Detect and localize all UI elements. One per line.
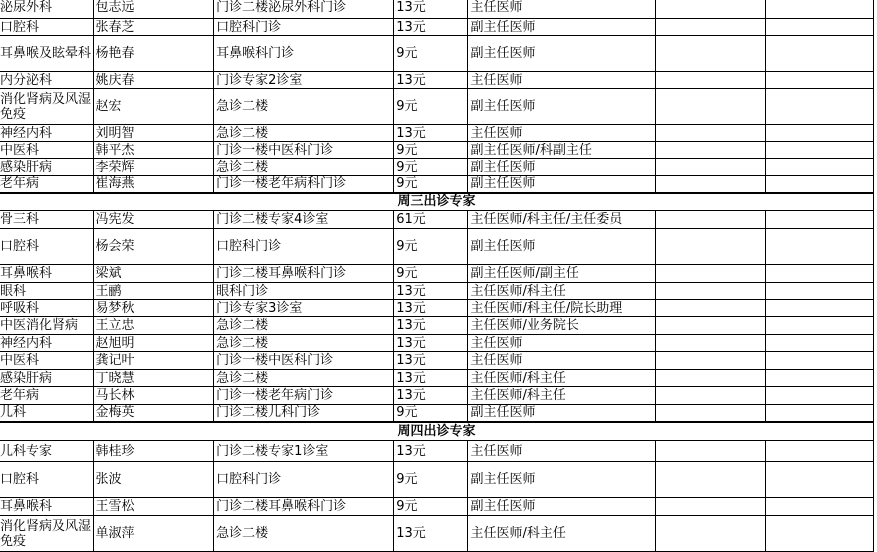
doctor-cell: 姚庆春 bbox=[93, 72, 214, 89]
dept-cell: 耳鼻喉科 bbox=[0, 498, 93, 516]
location-cell: 急诊二楼 bbox=[214, 159, 394, 176]
empty-cell bbox=[655, 0, 765, 19]
doctor-cell: 王鹂 bbox=[93, 283, 214, 300]
doctor-cell: 赵旭明 bbox=[93, 335, 214, 352]
doctor-cell: 单淑萍 bbox=[93, 516, 214, 552]
fee-cell: 13元 bbox=[394, 516, 468, 552]
doctor-cell: 包志远 bbox=[93, 0, 214, 19]
location-cell: 口腔科门诊 bbox=[214, 19, 394, 36]
location-cell: 急诊二楼 bbox=[214, 335, 394, 352]
location-cell: 急诊二楼 bbox=[214, 370, 394, 387]
table-row bbox=[0, 142, 874, 159]
section-heading: 周三出诊专家 bbox=[0, 193, 874, 211]
location-cell: 门诊一楼老年病门诊 bbox=[214, 387, 394, 405]
title-cell: 副主任医师 bbox=[468, 462, 655, 498]
table-row bbox=[0, 265, 874, 283]
empty-cell bbox=[765, 72, 873, 89]
table-row bbox=[0, 498, 874, 516]
table-row bbox=[0, 516, 874, 552]
fee-cell: 9元 bbox=[394, 229, 468, 265]
table-row bbox=[0, 387, 874, 405]
doctor-cell: 王立忠 bbox=[93, 317, 214, 335]
fee-cell: 13元 bbox=[394, 72, 468, 89]
empty-cell bbox=[765, 0, 873, 19]
empty-cell bbox=[765, 300, 873, 317]
dept-cell: 老年病 bbox=[0, 387, 93, 405]
empty-cell bbox=[655, 265, 765, 283]
table-row bbox=[0, 352, 874, 370]
fee-cell: 13元 bbox=[394, 125, 468, 142]
empty-cell bbox=[765, 441, 873, 462]
doctor-cell: 韩桂珍 bbox=[93, 441, 214, 462]
dept-cell: 口腔科 bbox=[0, 462, 93, 498]
location-cell: 门诊二楼专家1诊室 bbox=[214, 441, 394, 462]
table-row bbox=[0, 211, 874, 229]
title-cell: 主任医师 bbox=[468, 0, 655, 19]
location-cell: 门诊二楼儿科门诊 bbox=[214, 405, 394, 422]
doctor-cell: 龚记叶 bbox=[93, 352, 214, 370]
empty-cell bbox=[765, 335, 873, 352]
doctor-cell: 杨艳春 bbox=[93, 36, 214, 72]
empty-cell bbox=[765, 159, 873, 176]
empty-cell bbox=[655, 72, 765, 89]
fee-cell: 13元 bbox=[394, 283, 468, 300]
title-cell: 副主任医师 bbox=[468, 176, 655, 193]
doctor-cell: 梁斌 bbox=[93, 265, 214, 283]
title-cell: 主任医师 bbox=[468, 441, 655, 462]
fee-cell: 61元 bbox=[394, 211, 468, 229]
section-heading-row bbox=[0, 193, 874, 211]
doctor-cell: 赵宏 bbox=[93, 89, 214, 125]
fee-cell: 9元 bbox=[394, 498, 468, 516]
empty-cell bbox=[655, 300, 765, 317]
empty-cell bbox=[765, 211, 873, 229]
dept-cell: 中医科 bbox=[0, 352, 93, 370]
table-row bbox=[0, 19, 874, 36]
title-cell: 副主任医师 bbox=[468, 405, 655, 422]
empty-cell bbox=[765, 89, 873, 125]
dept-cell: 口腔科 bbox=[0, 19, 93, 36]
title-cell: 副主任医师 bbox=[468, 229, 655, 265]
title-cell: 副主任医师 bbox=[468, 159, 655, 176]
fee-cell: 13元 bbox=[394, 19, 468, 36]
table-row bbox=[0, 283, 874, 300]
location-cell: 急诊二楼 bbox=[214, 317, 394, 335]
empty-cell bbox=[655, 317, 765, 335]
fee-cell: 9元 bbox=[394, 462, 468, 498]
fee-cell: 13元 bbox=[394, 335, 468, 352]
dept-cell: 儿科 bbox=[0, 405, 93, 422]
dept-cell: 呼吸科 bbox=[0, 300, 93, 317]
location-cell: 口腔科门诊 bbox=[214, 229, 394, 265]
doctor-cell: 杨会荣 bbox=[93, 229, 214, 265]
empty-cell bbox=[655, 516, 765, 552]
empty-cell bbox=[765, 370, 873, 387]
section-heading-row bbox=[0, 422, 874, 441]
empty-cell bbox=[765, 265, 873, 283]
table-row bbox=[0, 125, 874, 142]
empty-cell bbox=[765, 229, 873, 265]
table-row bbox=[0, 36, 874, 72]
location-cell: 门诊专家2诊室 bbox=[214, 72, 394, 89]
doctor-cell: 丁晓慧 bbox=[93, 370, 214, 387]
dept-cell: 感染肝病 bbox=[0, 370, 93, 387]
table-row bbox=[0, 335, 874, 352]
location-cell: 急诊二楼 bbox=[214, 516, 394, 552]
table-row bbox=[0, 0, 874, 19]
doctor-cell: 易梦秋 bbox=[93, 300, 214, 317]
location-cell: 门诊二楼耳鼻喉科门诊 bbox=[214, 265, 394, 283]
doctor-cell: 崔海燕 bbox=[93, 176, 214, 193]
empty-cell bbox=[765, 387, 873, 405]
title-cell: 主任医师 bbox=[468, 125, 655, 142]
empty-cell bbox=[655, 125, 765, 142]
location-cell: 门诊二楼耳鼻喉科门诊 bbox=[214, 498, 394, 516]
location-cell: 门诊一楼老年病科门诊 bbox=[214, 176, 394, 193]
empty-cell bbox=[655, 498, 765, 516]
title-cell: 主任医师/科主任 bbox=[468, 370, 655, 387]
dept-cell: 耳鼻喉及眩晕科 bbox=[0, 36, 93, 72]
title-cell: 主任医师 bbox=[468, 72, 655, 89]
empty-cell bbox=[765, 462, 873, 498]
dept-cell: 消化肾病及风湿免疫 bbox=[0, 89, 93, 125]
empty-cell bbox=[765, 498, 873, 516]
fee-cell: 13元 bbox=[394, 300, 468, 317]
table-row bbox=[0, 300, 874, 317]
doctor-cell: 冯宪发 bbox=[93, 211, 214, 229]
location-cell: 耳鼻喉科门诊 bbox=[214, 36, 394, 72]
empty-cell bbox=[655, 142, 765, 159]
empty-cell bbox=[765, 19, 873, 36]
dept-cell: 口腔科 bbox=[0, 229, 93, 265]
table-row bbox=[0, 405, 874, 422]
empty-cell bbox=[765, 516, 873, 552]
dept-cell: 骨三科 bbox=[0, 211, 93, 229]
fee-cell: 9元 bbox=[394, 265, 468, 283]
table-row bbox=[0, 370, 874, 387]
title-cell: 主任医师 bbox=[468, 335, 655, 352]
fee-cell: 9元 bbox=[394, 89, 468, 125]
fee-cell: 9元 bbox=[394, 405, 468, 422]
empty-cell bbox=[655, 229, 765, 265]
dept-cell: 消化肾病及风湿免疫 bbox=[0, 516, 93, 552]
table-row bbox=[0, 176, 874, 193]
location-cell: 急诊二楼 bbox=[214, 125, 394, 142]
title-cell: 副主任医师 bbox=[468, 19, 655, 36]
location-cell: 眼科门诊 bbox=[214, 283, 394, 300]
dept-cell: 眼科 bbox=[0, 283, 93, 300]
empty-cell bbox=[655, 36, 765, 72]
fee-cell: 13元 bbox=[394, 0, 468, 19]
fee-cell: 13元 bbox=[394, 370, 468, 387]
title-cell: 主任医师/科主任 bbox=[468, 283, 655, 300]
section-heading: 周四出诊专家 bbox=[0, 422, 874, 441]
dept-cell: 内分泌科 bbox=[0, 72, 93, 89]
fee-cell: 13元 bbox=[394, 441, 468, 462]
title-cell: 主任医师/科主任/院长助理 bbox=[468, 300, 655, 317]
fee-cell: 9元 bbox=[394, 176, 468, 193]
location-cell: 口腔科门诊 bbox=[214, 462, 394, 498]
title-cell: 副主任医师 bbox=[468, 36, 655, 72]
fee-cell: 9元 bbox=[394, 159, 468, 176]
dept-cell: 中医科 bbox=[0, 142, 93, 159]
empty-cell bbox=[765, 142, 873, 159]
fee-cell: 13元 bbox=[394, 317, 468, 335]
doctor-cell: 王雪松 bbox=[93, 498, 214, 516]
empty-cell bbox=[655, 211, 765, 229]
empty-cell bbox=[765, 176, 873, 193]
empty-cell bbox=[655, 387, 765, 405]
empty-cell bbox=[765, 352, 873, 370]
empty-cell bbox=[765, 283, 873, 300]
location-cell: 门诊一楼中医科门诊 bbox=[214, 352, 394, 370]
table-row bbox=[0, 159, 874, 176]
doctor-cell: 韩平杰 bbox=[93, 142, 214, 159]
dept-cell: 感染肝病 bbox=[0, 159, 93, 176]
title-cell: 主任医师/科主任/主任委员 bbox=[468, 211, 655, 229]
table-row bbox=[0, 462, 874, 498]
empty-cell bbox=[655, 176, 765, 193]
dept-cell: 儿科专家 bbox=[0, 441, 93, 462]
dept-cell: 老年病 bbox=[0, 176, 93, 193]
location-cell: 门诊专家3诊室 bbox=[214, 300, 394, 317]
title-cell: 副主任医师 bbox=[468, 89, 655, 125]
dept-cell: 神经内科 bbox=[0, 125, 93, 142]
empty-cell bbox=[655, 335, 765, 352]
title-cell: 副主任医师 bbox=[468, 498, 655, 516]
empty-cell bbox=[765, 317, 873, 335]
empty-cell bbox=[655, 441, 765, 462]
empty-cell bbox=[655, 370, 765, 387]
title-cell: 主任医师/科主任 bbox=[468, 516, 655, 552]
title-cell: 副主任医师/科副主任 bbox=[468, 142, 655, 159]
empty-cell bbox=[765, 125, 873, 142]
doctor-cell: 金梅英 bbox=[93, 405, 214, 422]
empty-cell bbox=[765, 405, 873, 422]
doctor-cell: 刘明智 bbox=[93, 125, 214, 142]
fee-cell: 13元 bbox=[394, 387, 468, 405]
fee-cell: 13元 bbox=[394, 352, 468, 370]
doctor-cell: 张波 bbox=[93, 462, 214, 498]
empty-cell bbox=[655, 283, 765, 300]
table-row bbox=[0, 317, 874, 335]
title-cell: 主任医师 bbox=[468, 352, 655, 370]
empty-cell bbox=[655, 19, 765, 36]
dept-cell: 中医消化肾病 bbox=[0, 317, 93, 335]
table-row bbox=[0, 229, 874, 265]
table-row bbox=[0, 72, 874, 89]
empty-cell bbox=[655, 405, 765, 422]
empty-cell bbox=[765, 36, 873, 72]
table-row bbox=[0, 89, 874, 125]
empty-cell bbox=[655, 352, 765, 370]
title-cell: 副主任医师/副主任 bbox=[468, 265, 655, 283]
dept-cell: 泌尿外科 bbox=[0, 0, 93, 19]
empty-cell bbox=[655, 159, 765, 176]
dept-cell: 神经内科 bbox=[0, 335, 93, 352]
doctor-cell: 李荣辉 bbox=[93, 159, 214, 176]
empty-cell bbox=[655, 89, 765, 125]
table-row bbox=[0, 441, 874, 462]
title-cell: 主任医师/科主任 bbox=[468, 387, 655, 405]
empty-cell bbox=[655, 462, 765, 498]
location-cell: 门诊二楼专家4诊室 bbox=[214, 211, 394, 229]
dept-cell: 耳鼻喉科 bbox=[0, 265, 93, 283]
location-cell: 急诊二楼 bbox=[214, 89, 394, 125]
title-cell: 主任医师/业务院长 bbox=[468, 317, 655, 335]
fee-cell: 9元 bbox=[394, 36, 468, 72]
doctor-cell: 马长林 bbox=[93, 387, 214, 405]
location-cell: 门诊二楼泌尿外科门诊 bbox=[214, 0, 394, 19]
location-cell: 门诊一楼中医科门诊 bbox=[214, 142, 394, 159]
fee-cell: 9元 bbox=[394, 142, 468, 159]
doctor-cell: 张春芝 bbox=[93, 19, 214, 36]
